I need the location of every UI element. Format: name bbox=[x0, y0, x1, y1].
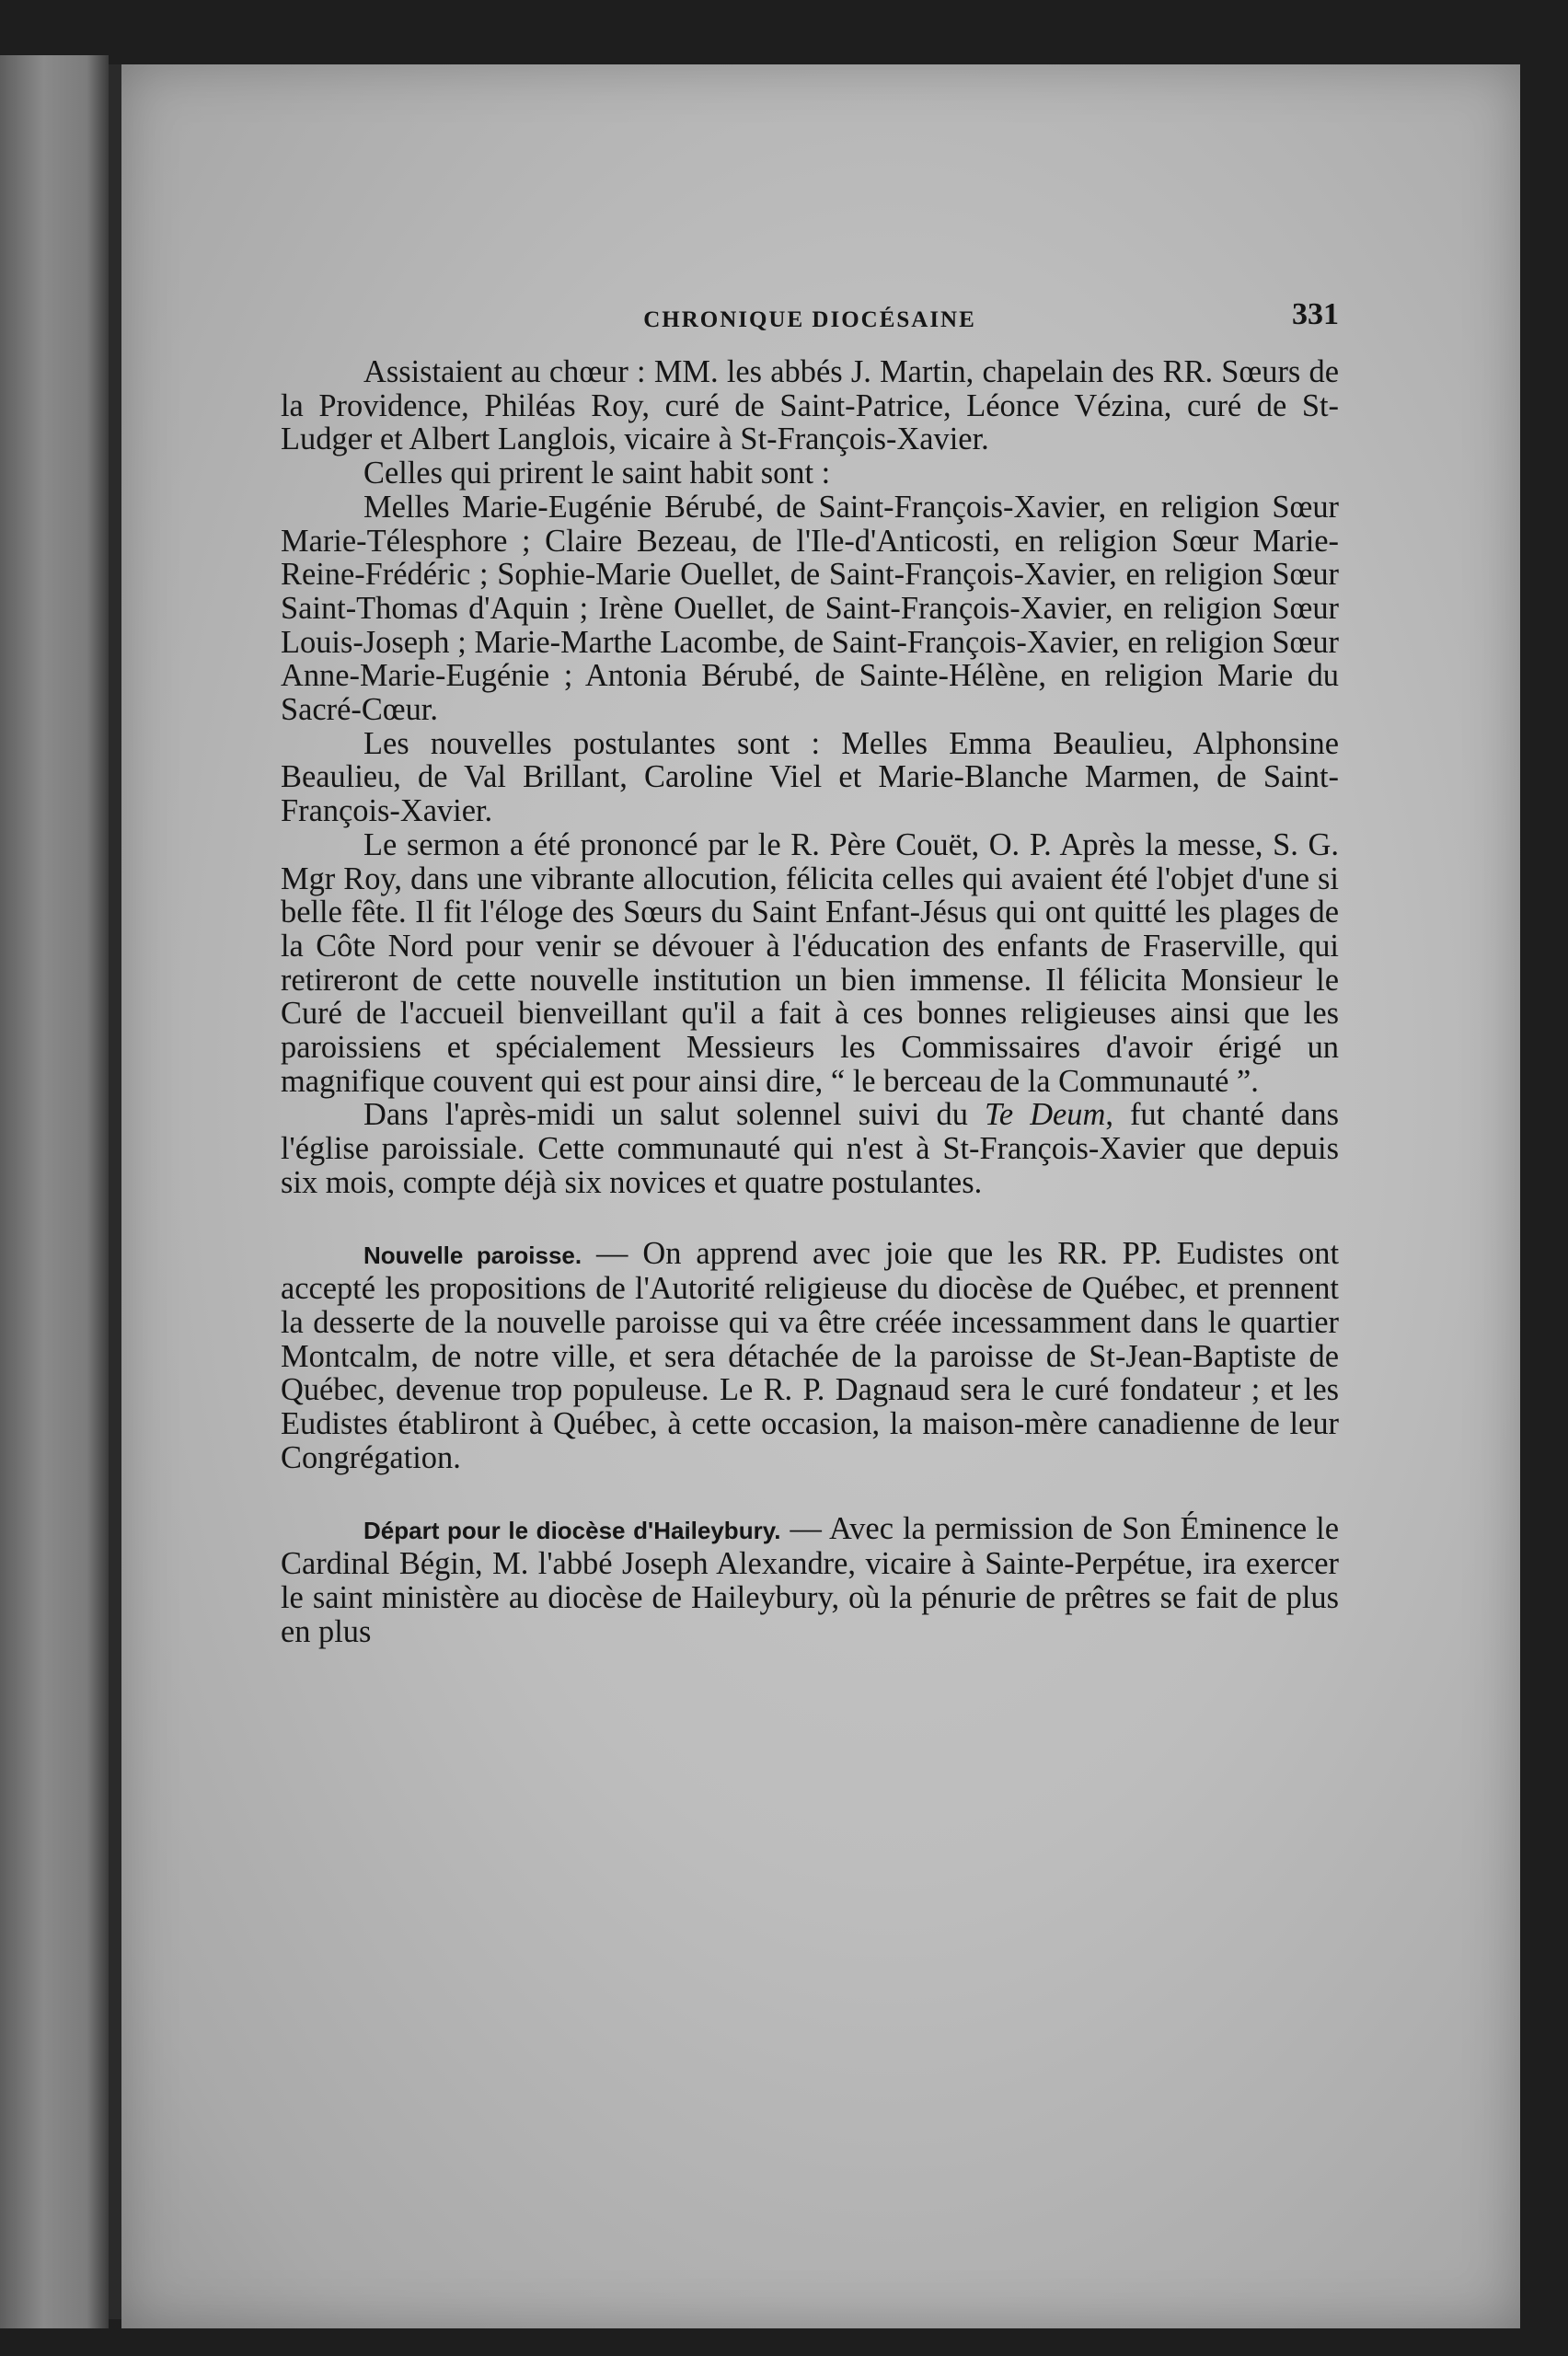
page-gutter bbox=[109, 64, 121, 2319]
afternoon-text-after: , fut chanté dans l'église paroissiale. Cette communauté qui n'est à St-François-Xavier que depuis six mois, compte déjà six novices et quatre postulantes. bbox=[281, 1097, 1340, 1200]
te-deum-italic: Te Deum bbox=[984, 1097, 1106, 1133]
paragraph-sermon: Le sermon a été prononcé par le R. Père Couët, O. P. Après la messe, S. G. Mgr Roy, dans une vibrante allocution, félicita celles qui avaient été l'objet d'une si belle fête. Il fit l'éloge des Sœurs du Saint Enfant-Jésus qui ont quitté les plages de la Côte Nord pour venir se dévouer à l'éducation des enfants de Fraserville, qui retireront de cette nouvelle institution un bien immense. Il félicita Monsieur le Curé de l'accueil bienveillant qu'il a fait à ces bonnes religieuses ainsi que les paroissiens et spécialement Messieurs les Commissaires d'avoir érigé un magnifique couvent qui est pour ainsi dire, “ le berceau de la Communauté ”. bbox=[281, 826, 1339, 1099]
paragraph-depart-haileybury bbox=[281, 1512, 1339, 1649]
running-header bbox=[281, 294, 1339, 350]
paragraph-choir-assistants: Assistaient au chœur : MM. les abbés J. Martin, chapelain des RR. Sœurs de la Providence, Philéas Roy, curé de Saint-Patrice, Léonce Vézina, curé de St-Ludger et Albert Langlois, vicaire à St-François-Xavier. bbox=[281, 354, 1339, 457]
paragraph-afternoon-salut bbox=[281, 1098, 1339, 1199]
paragraph-nouvelle-paroisse bbox=[281, 1237, 1339, 1475]
page-text bbox=[281, 294, 1339, 1648]
previous-page-edge bbox=[0, 55, 109, 2328]
nouvelle-paroisse-text: — On apprend avec joie que les RR. PP. Eudistes ont accepté les propositions de l'Autorité religieuse du diocèse de Québec, et prennent la desserte de la nouvelle paroisse qui va être créée incessamment dans le quartier Montcalm, de notre ville, et sera détachée de la paroisse de St-Jean-Baptiste de Québec, devenue trop populeuse. Le R. P. Dagnaud sera le curé fondateur ; et les Eudistes établiront à Québec, à cette occasion, la maison-mère canadienne de leur Congrégation. bbox=[281, 1235, 1340, 1475]
paragraph-habit-intro: Celles qui prirent le saint habit sont : bbox=[363, 456, 831, 491]
afternoon-text-before: Dans l'après-midi un salut solennel suivi du bbox=[363, 1097, 985, 1133]
section-gap bbox=[281, 1200, 1339, 1237]
running-title: CHRONIQUE DIOCÉSAINE bbox=[643, 307, 976, 332]
section-heading-nouvelle-paroisse: Nouvelle paroisse. bbox=[363, 1241, 582, 1269]
paragraph-postulants: Les nouvelles postulantes sont : Melles Emma Beaulieu, Alphonsine Beaulieu, de Val Brillant, Caroline Viel et Marie-Blanche Marmen, de Saint-François-Xavier. bbox=[281, 725, 1339, 829]
depart-haileybury-text: — Avec la permission de Son Éminence le Cardinal Bégin, M. l'abbé Joseph Alexandre, vicaire à Sainte-Perpétue, ira exercer le saint ministère au diocèse de Haileybury, où la pénurie de prêtres se fait de plus en plus bbox=[281, 1510, 1340, 1649]
paragraph-novices-list: Melles Marie-Eugénie Bérubé, de Saint-François-Xavier, en religion Sœur Marie-Télesphore ; Claire Bezeau, de l'Ile-d'Anticosti, en religion Sœur Marie-Reine-Frédéric ; Sophie-Marie Ouellet, de Saint-François-Xavier, en religion Sœur Saint-Thomas d'Aquin ; Irène Ouellet, de Saint-François-Xavier, en religion Sœur Louis-Joseph ; Marie-Marthe Lacombe, de Saint-François-Xavier, en religion Sœur Anne-Marie-Eugénie ; Antonia Bérubé, de Sainte-Hélène, en religion Marie du Sacré-Cœur. bbox=[281, 489, 1339, 728]
section-gap bbox=[281, 1475, 1339, 1512]
section-heading-depart-haileybury: Départ pour le diocèse d'Haileybury. bbox=[363, 1516, 781, 1544]
page-number: 331 bbox=[1292, 297, 1339, 331]
